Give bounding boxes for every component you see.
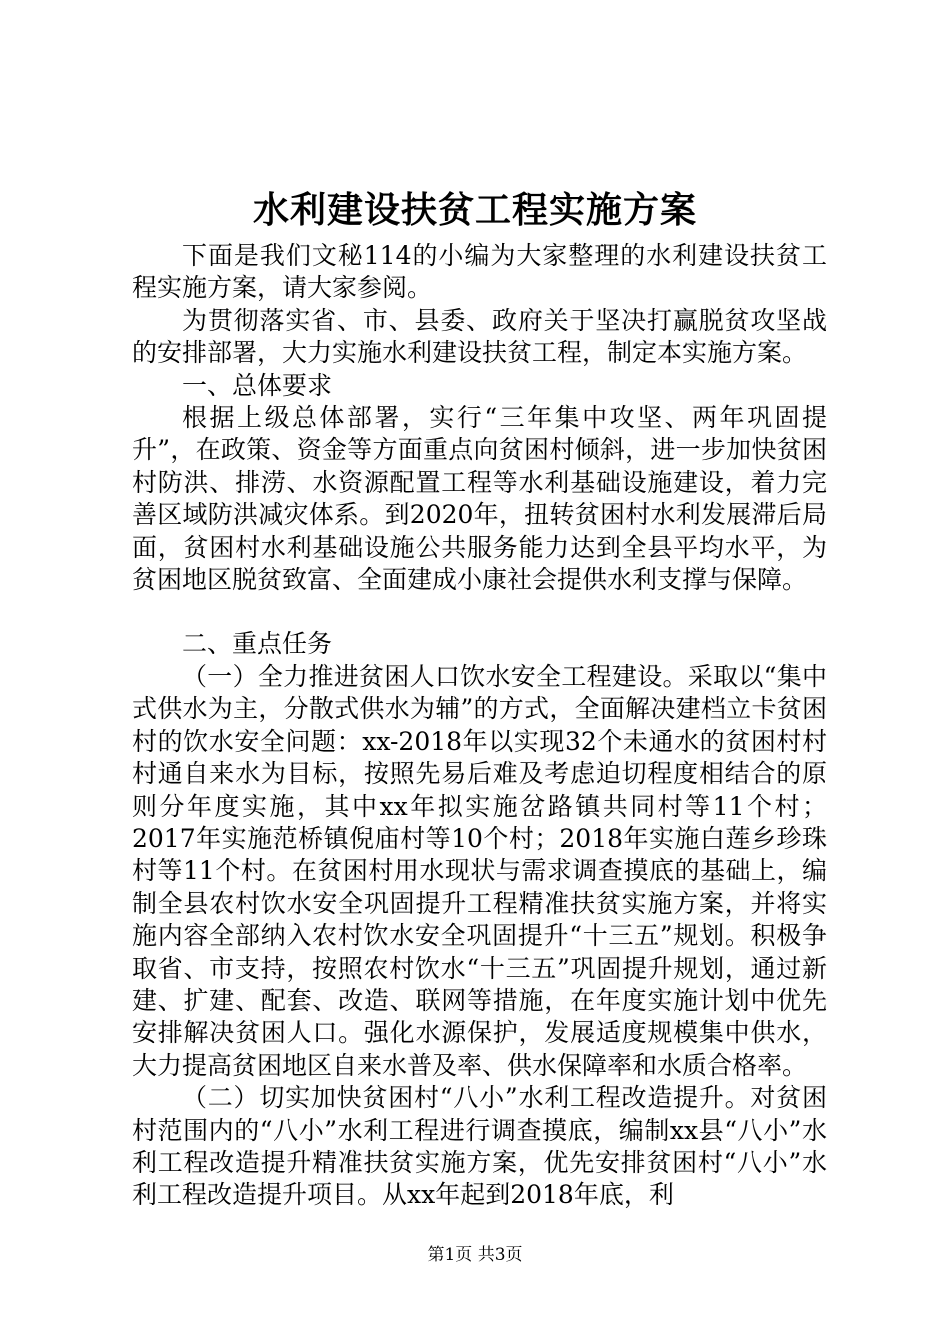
section-heading-general-requirements: 一、总体要求 xyxy=(182,370,333,400)
paragraph-spacer xyxy=(132,596,827,628)
page-number-footer: 第1页 共3页 xyxy=(427,1245,523,1265)
intro-paragraph: 下面是我们文秘114的小编为大家整理的水利建设扶贫工程实施方案，请大家参阅。 xyxy=(132,241,827,303)
purpose-paragraph: 为贯彻落实省、市、县委、政府关于坚决打赢脱贫攻坚战的安排部署，大力实施水利建设扶贫工程，制定本实施方案。 xyxy=(132,305,827,368)
task-one-paragraph: （一）全力推进贫困人口饮水安全工程建设。采取以“集中式供水为主，分散式供水为辅”的方式，全面解决建档立卡贫困村的饮水安全问题：xx-2018年以实现32个未通水的贫困村村村通自来水为目标，按照先易后难及考虑迫切程度相结合的原则分年度实施，其中xx年拟实施岔路镇共同村等11个村；2017年实施范桥镇倪庙村等10个村；2018年实施白莲乡珍珠村等11个村。在贫困村用水现状与需求调查摸底的基础上，编制全县农村饮水安全巩固提升工程精准扶贫实施方案，并将实施内容全部纳入农村饮水安全巩固提升“十三五”规划。积极争取省、市支持，按照农村饮水“十三五”巩固提升规划，通过新建、扩建、配套、改造、联网等措施，在年度实施计划中优先安排解决贫困人口。强化水源保护，发展适度规模集中供水，大力提高贫困地区自来水普及率、供水保障率和水质合格率。 xyxy=(132,661,827,1080)
document-title: 水利建设扶贫工程实施方案 xyxy=(252,189,697,231)
section-heading-key-tasks: 二、重点任务 xyxy=(182,629,333,659)
general-requirements-paragraph: 根据上级总体部署，实行“三年集中攻坚、两年巩固提升”，在政策、资金等方面重点向贫困村倾斜，进一步加快贫困村防洪、排涝、水资源配置工程等水利基础设施建设，着力完善区域防洪减灾体系。到2020年，扭转贫困村水利发展滞后局面，贫困村水利基础设施公共服务能力达到全县平均水平，为贫困地区脱贫致富、全面建成小康社会提供水利支撑与保障。 xyxy=(132,403,827,595)
document-body xyxy=(132,240,827,1212)
task-two-paragraph: （二）切实加快贫困村“八小”水利工程改造提升。对贫困村范围内的“八小”水利工程进行调查摸底，编制xx县“八小”水利工程改造提升精准扶贫实施方案，优先安排贫困村“八小”水利工程改造提升项目。从xx年起到2018年底，利 xyxy=(132,1083,827,1210)
